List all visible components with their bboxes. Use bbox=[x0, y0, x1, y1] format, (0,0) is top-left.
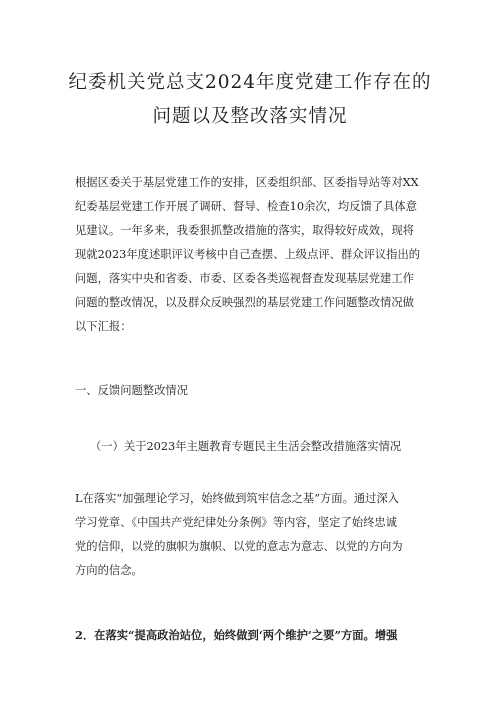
intro-line-2: 纪委基层党建工作开展了调研、督导、检查10余次，均反馈了具体意 bbox=[75, 200, 417, 213]
section-heading-1: 一、反馈问题整改情况 bbox=[75, 384, 188, 397]
intro-line-7: 以下汇报： bbox=[75, 320, 132, 333]
item1-line-2: 学习党章、《中国共产党纪律处分条例》等内容，坚定了始终忠诚 bbox=[75, 516, 397, 529]
intro-line-4: 现就2023年度述职评议考核中自己查摆、上级点评、群众评议指出的 bbox=[75, 248, 421, 261]
item1-line-1: L在落实“加强理论学习，始终做到筑牢信念之基”方面。通过深入 bbox=[75, 492, 400, 505]
intro-line-1: 根据区委关于基层党建工作的安排，区委组织部、区委指导站等对XX bbox=[75, 176, 419, 189]
item1-line-4: 方向的信念。 bbox=[75, 564, 143, 577]
document-title-line-1: 纪委机关党总支2024年度党建工作存在的 bbox=[68, 72, 432, 93]
intro-line-6: 问题的整改情况，以及群众反映强烈的基层党建工作问题整改情况做 bbox=[75, 296, 414, 309]
subsection-heading-1: （一）关于2023年主题教育专题民主生活会整改措施落实情况 bbox=[90, 440, 402, 453]
intro-line-5: 问题，落实中央和省委、市委、区委各类巡视督查发现基层党建工作 bbox=[75, 272, 414, 285]
document-title-line-2: 问题以及整改落实情况 bbox=[152, 106, 348, 127]
intro-line-3: 见建议。一年多来，我委狠抓整改措施的落实，取得较好成效，现将 bbox=[75, 224, 414, 237]
item1-line-3: 党的信仰，以党的旗帜为旗帜、以党的意志为意志、以党的方向为 bbox=[75, 540, 403, 553]
item2-line-1: 2．在落实“提高政治站位，始终做到‘两个维护’之要”方面。增强 bbox=[75, 628, 398, 642]
